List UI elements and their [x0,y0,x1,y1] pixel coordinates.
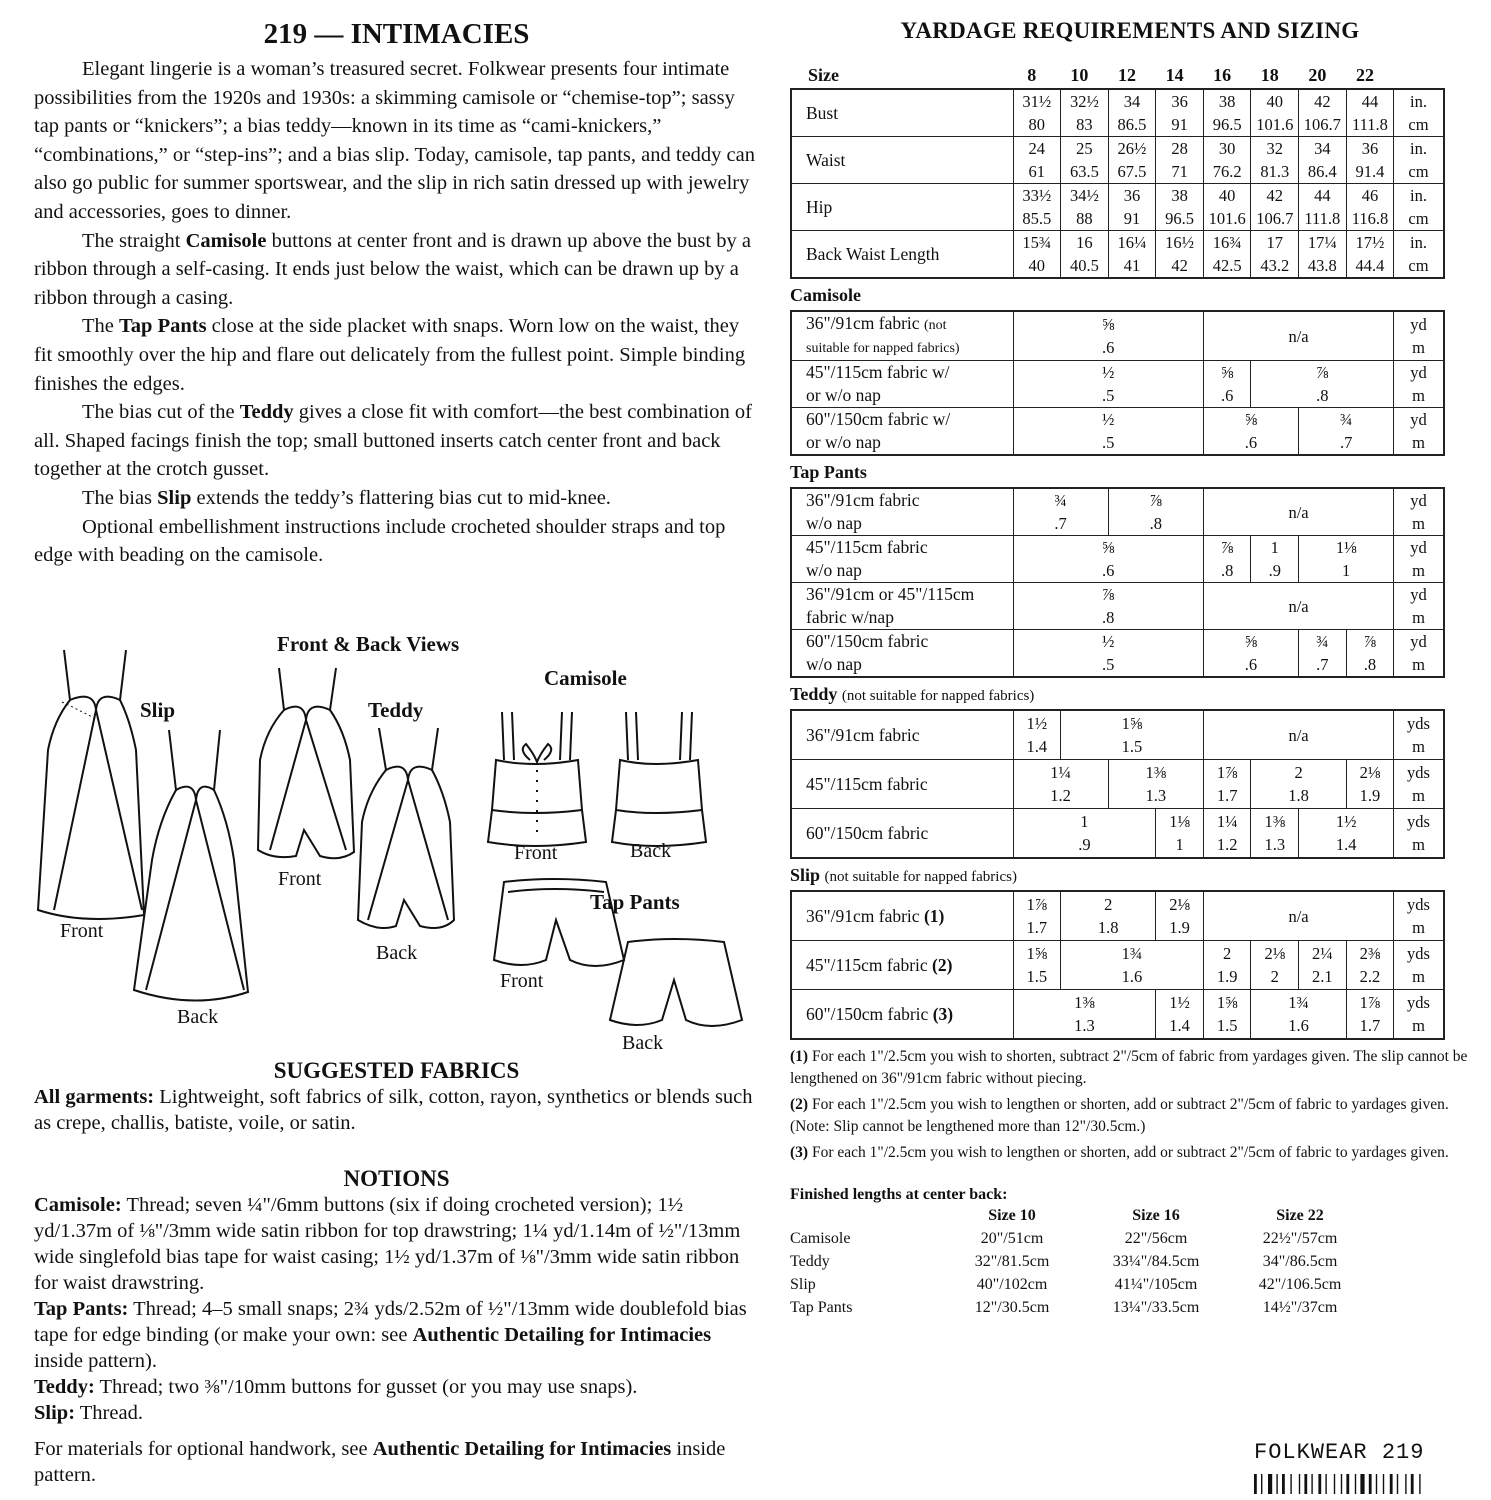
yardage-unit: yds m [1394,710,1444,760]
measurement-cm: 81.3 [1251,160,1299,184]
left-column [34,18,759,1486]
teddy-front-drawing [258,668,354,858]
camisole-label: Camisole [544,666,627,690]
notions-handwork: For materials for optional handwork, see Authentic Detailing for Intimacies inside pattern. [34,1438,726,1486]
yardage-row-label: 45"/115cm fabric (2) [791,941,1013,990]
measurement-in: 44 [1346,89,1394,113]
measurement-cm: 88 [1061,207,1109,231]
unit-cm: cm [1394,113,1444,137]
yardage-row [791,809,1444,859]
measurement-cm: 96.5 [1203,113,1251,137]
measurement-in: 28 [1156,137,1204,161]
measurement-cm: 86.4 [1299,160,1347,184]
yardage-unit: yd m [1394,361,1444,408]
yardage-sections [790,285,1470,1040]
yardage-row [791,488,1444,536]
finished-garment: Tap Pants [790,1299,853,1316]
slip-paragraph: The bias Slip extends the teddy’s flattering bias cut to mid-knee. [82,486,611,509]
footnote-2: (2) For each 1"/2.5cm you wish to lengthen or shorten, add or subtract 2"/5cm of fabric to yardages given. (Note: Slip cannot be lengthened more than 12"/30.5cm.) [790,1096,1449,1135]
yardage-value: ½ .5 [1013,361,1203,408]
yardage-value: ⅞ .8 [1108,488,1203,536]
measurement-cm: 111.8 [1346,113,1394,137]
measurement-row [791,184,1444,208]
finished-row [790,1273,1470,1296]
slip-back-label: Back [177,1006,219,1028]
yardage-value: n/a [1203,488,1393,536]
finished-value: 22½"/57cm [1262,1230,1338,1247]
measurement-cm: 111.8 [1299,207,1347,231]
slip-front-drawing [38,650,144,919]
teddy-back-label: Back [376,942,418,964]
measurement-in: 34½ [1061,184,1109,208]
footnote-1: (1) For each 1"/2.5cm you wish to shorten, subtract 2"/5cm of fabric from yardages given. The slip cannot be lengthened on 36"/91cm fabric without piecing. [790,1048,1468,1087]
size-col-header: 22 [1355,64,1374,85]
footnote-3: (3) For each 1"/2.5cm you wish to lengthen or shorten, add or subtract 2"/5cm of fabric to yardages given. [790,1144,1449,1161]
intro-paragraph: Elegant lingerie is a woman’s treasured secret. Folkwear presents four intimate possibilities from the 1920s and 1930s: a skimming camisole or “chemise-top”; sassy tap pants or “knickers”; a bias teddy—known in its time as “cami-knickers,” “combinations,” or “step-ins”; and a bias slip. Today, camisole, tap pants, and teddy can also go public for summer sportswear, and the slip in rich satin dressed up with jewelry and accessories, goes to dinner. [34,58,755,223]
measurement-in: 16¾ [1203,231,1251,255]
yardage-value: ⅞ .8 [1251,361,1394,408]
teddy-note: (not suitable for napped fabrics) [841,688,1035,704]
measurement-in: 17½ [1346,231,1394,255]
measurement-label: Hip [791,184,1013,231]
yardage-row [791,311,1444,361]
size-label: Size [808,64,839,85]
notions-teddy: Teddy: Thread; two ⅜"/10mm buttons for gusset (or you may use snaps). [34,1376,638,1398]
measurement-row [791,89,1444,113]
measurement-in: 46 [1346,184,1394,208]
measurement-in: 42 [1251,184,1299,208]
finished-garment: Slip [790,1276,816,1293]
yardage-unit: yd m [1394,583,1444,630]
camisole-yardage-table [790,310,1445,456]
finished-row [790,1250,1470,1273]
tap-pants-paragraph: The Tap Pants close at the side placket with snaps. Worn low on the waist, they fit smoothly over the hip and flare out delicately from the fullest point. Simple binding finishes the edges. [34,315,746,395]
measurement-cm: 43.8 [1299,254,1347,278]
yardage-row-label: 60"/150cm fabric w/o nap [791,630,1013,678]
yardage-row [791,710,1444,760]
finished-col-header: Size 22 [1276,1207,1324,1224]
yardage-unit: yd m [1394,536,1444,583]
notions-camisole: Camisole: Thread; seven ¼"/6mm buttons (six if doing crocheted version); 1½ yd/1.37m of ⅛"/3mm wide satin ribbon for top drawstring; 1¼ yd/1.14m of ½"/13mm wide singlefold bias tape for waist casing; 1½ yd/1.37m of ⅛"/3mm wide satin ribbon for waist drawstring. [34,1194,741,1294]
tap-pants-front-label: Front [500,970,544,992]
yardage-row [791,630,1444,678]
notions [34,1166,759,1488]
measurement-row [791,231,1444,255]
measurement-in: 15¾ [1013,231,1061,255]
yardage-row-label: 60"/150cm fabric (3) [791,990,1013,1040]
finished-value: 40"/102cm [976,1276,1048,1293]
intro-text [34,55,759,570]
measurement-cm: 101.6 [1203,207,1251,231]
views-heading: Front & Back Views [277,632,460,656]
measurement-cm: 96.5 [1156,207,1204,231]
finished-value: 33¼"/84.5cm [1112,1253,1200,1270]
yardage-row [791,990,1444,1040]
measurement-cm: 80 [1013,113,1061,137]
camisole-back-label: Back [630,840,672,862]
yardage-unit: yd m [1394,630,1444,678]
finished-value: 22"/56cm [1124,1230,1188,1247]
measurement-cm: 116.8 [1346,207,1394,231]
unit-cm: cm [1394,207,1444,231]
yardage-value: 2 1.8 [1251,760,1346,809]
yardage-row-label: 60"/150cm fabric w/ or w/o nap [791,408,1013,456]
yardage-unit: yd m [1394,408,1444,456]
camisole-front-drawing [488,712,586,846]
measurement-cm: 106.7 [1251,207,1299,231]
measurement-in: 26½ [1108,137,1156,161]
unit-cm: cm [1394,254,1444,278]
suggested-fabrics [34,1058,759,1136]
measurement-cm: 67.5 [1108,160,1156,184]
measurement-cm: 91.4 [1346,160,1394,184]
finished-col-header: Size 10 [988,1207,1036,1224]
measurement-in: 24 [1013,137,1061,161]
page-title: 219 — INTIMACIES [263,18,530,50]
measurement-in: 33½ [1013,184,1061,208]
finished-garment: Teddy [790,1253,830,1270]
finished-lengths [790,1186,1470,1319]
yardage-value: ½ .5 [1013,630,1203,678]
unit-in: in. [1394,231,1444,255]
measurement-cm: 42 [1156,254,1204,278]
measurement-cm: 44.4 [1346,254,1394,278]
teddy-paragraph: The bias cut of the Teddy gives a close fit with comfort—the best combination of all. Shaped facings finish the top; small buttoned inserts catch center front and back together at the crotch gusset. [34,401,752,481]
unit-cm: cm [1394,160,1444,184]
yardage-row-label: 45"/115cm fabric [791,760,1013,809]
tap-pants-yardage-table [790,487,1445,678]
notions-heading: NOTIONS [343,1166,450,1191]
yardage-value: 2⅛ 1.9 [1156,891,1204,941]
size-col-header: 20 [1308,64,1327,85]
yardage-value: ⅝ .6 [1013,311,1203,361]
yardage-value: ⅞ .8 [1346,630,1394,678]
finished-title: Finished lengths at center back: [790,1186,1008,1203]
yardage-value: 2⅜ 2.2 [1346,941,1394,990]
finished-value: 32"/81.5cm [974,1253,1050,1270]
measurement-in: 31½ [1013,89,1061,113]
yardage-value: ⅝ .6 [1013,536,1203,583]
size-col-header: 18 [1260,64,1279,85]
tap-pants-section-title: Tap Pants [790,462,867,482]
measurement-cm: 101.6 [1251,113,1299,137]
yardage-value: 1¼ 1.2 [1203,809,1251,859]
yardage-value: n/a [1203,311,1393,361]
yardage-value: 1¾ 1.6 [1251,990,1346,1040]
unit-in: in. [1394,137,1444,161]
yardage-value: 1⅝ 1.5 [1013,941,1061,990]
teddy-yardage-table [790,709,1445,859]
measurement-cm: 83 [1061,113,1109,137]
barcode-icon [1254,1474,1446,1494]
yardage-unit: yds m [1394,941,1444,990]
yardage-row [791,941,1444,990]
finished-value: 12"/30.5cm [974,1299,1050,1316]
measurement-cm: 40.5 [1061,254,1109,278]
yardage-value: 1⅞ 1.7 [1203,760,1251,809]
yardage-unit: yds m [1394,891,1444,941]
yardage-value: 1⅛ 1 [1156,809,1204,859]
finished-value: 20"/51cm [980,1230,1044,1247]
yardage-row [791,583,1444,630]
teddy-back-drawing [358,728,454,928]
measurement-cm: 41 [1108,254,1156,278]
yardage-value: ⅝ .6 [1203,630,1298,678]
measurement-cm: 91 [1108,207,1156,231]
measurement-label: Back Waist Length [791,231,1013,279]
size-col-header: 12 [1117,64,1136,85]
yardage-value: 2⅛ 1.9 [1346,760,1394,809]
notions-tap-pants: Tap Pants: Thread; 4–5 small snaps; 2¾ yds/2.52m of ½"/13mm wide doublefold bias tape for edge binding (or make your own: see Authentic Detailing for Intimacies inside pattern). [34,1298,747,1372]
right-column [790,18,1470,1319]
finished-value: 14½"/37cm [1262,1299,1338,1316]
yardage-value: ⅞ .8 [1013,583,1203,630]
yardage-value: 1⅞ 1.7 [1346,990,1394,1040]
measurement-in: 40 [1251,89,1299,113]
measurement-in: 34 [1108,89,1156,113]
yardage-row [791,536,1444,583]
measurement-in: 36 [1108,184,1156,208]
yardage-value: 1⅜ 1.3 [1251,809,1299,859]
yardage-value: 1⅞ 1.7 [1013,891,1061,941]
yardage-value: n/a [1203,583,1393,630]
camisole-section-title: Camisole [790,285,861,305]
yardage-value: ¾ .7 [1299,630,1347,678]
yardage-row-label: 45"/115cm fabric w/ or w/o nap [791,361,1013,408]
tap-pants-label: Tap Pants [590,890,680,914]
slip-yardage-table [790,890,1445,1040]
yardage-value: 1¼ 1.2 [1013,760,1108,809]
measurement-in: 17¼ [1299,231,1347,255]
size-col-header: 10 [1070,64,1089,85]
yardage-value: ¾ .7 [1299,408,1394,456]
yardage-row-label: 36"/91cm or 45"/115cm fabric w/nap [791,583,1013,630]
measurement-in: 44 [1299,184,1347,208]
measurement-in: 32 [1251,137,1299,161]
yardage-value: 1⅝ 1.5 [1061,710,1204,760]
measurement-cm: 86.5 [1108,113,1156,137]
slip-front-label: Front [60,920,104,942]
yardage-value: 1 .9 [1013,809,1156,859]
camisole-paragraph: The straight Camisole buttons at center front and is drawn up above the bust by a ribbon through a self-casing. It ends just below the waist, which can be drawn up by a ribbon through a casing. [34,229,751,309]
brand-code: FOLKWEAR 219 [1254,1440,1425,1465]
front-back-views [34,620,759,1060]
yardage-row-label: 36"/91cm fabric [791,710,1013,760]
slip-section-title: Slip (not suitable for napped fabrics) [790,865,1017,885]
yardage-row-label: 45"/115cm fabric w/o nap [791,536,1013,583]
yardage-row-label: 36"/91cm fabric (not suitable for napped fabrics) [791,311,1013,361]
measurement-cm: 61 [1013,160,1061,184]
measurement-cm: 76.2 [1203,160,1251,184]
size-col-header: 16 [1213,64,1232,85]
measurement-in: 34 [1299,137,1347,161]
yardage-row [791,361,1444,408]
measurement-in: 36 [1156,89,1204,113]
yardage-row-label: 36"/91cm fabric w/o nap [791,488,1013,536]
yardage-value: 1 .9 [1251,536,1299,583]
yardage-value: 2 1.9 [1203,941,1251,990]
yardage-value: 1⅛ 1 [1299,536,1394,583]
camisole-front-label: Front [514,842,558,864]
yardage-value: ½ .5 [1013,408,1203,456]
footnotes [790,1046,1470,1164]
embellishment-paragraph: Optional embellishment instructions include crocheted shoulder straps and top edge with beading on the camisole. [34,515,726,567]
yardage-unit: yd m [1394,488,1444,536]
measurement-cm: 63.5 [1061,160,1109,184]
yardage-row-label: 60"/150cm fabric [791,809,1013,859]
measurement-in: 25 [1061,137,1109,161]
slip-back-drawing [134,730,248,1001]
fabrics-text: All garments: Lightweight, soft fabrics of silk, cotton, rayon, synthetics or blends such as crepe, challis, batiste, voile, or satin. [34,1086,753,1134]
yardage-unit: yds m [1394,760,1444,809]
finished-garment: Camisole [790,1230,851,1247]
teddy-front-label: Front [278,868,322,890]
finished-value: 42"/106.5cm [1258,1276,1342,1293]
yardage-row [791,760,1444,809]
camisole-back-drawing [612,712,706,846]
measurement-in: 42 [1299,89,1347,113]
yardage-unit: yd m [1394,311,1444,361]
measurements-table [790,88,1445,279]
measurement-cm: 106.7 [1299,113,1347,137]
finished-row [790,1227,1470,1250]
measurement-row [791,137,1444,161]
fabrics-heading: SUGGESTED FABRICS [273,1058,520,1083]
measurement-cm: 85.5 [1013,207,1061,231]
measurement-label: Waist [791,137,1013,184]
size-header [790,62,1470,88]
yardage-value: 1½ 1.4 [1299,809,1394,859]
yardage-value: ¾ .7 [1013,488,1108,536]
measurement-cm: 91 [1156,113,1204,137]
measurement-in: 16½ [1156,231,1204,255]
yardage-unit: yds m [1394,809,1444,859]
measurement-in: 32½ [1061,89,1109,113]
measurement-in: 38 [1156,184,1204,208]
size-col-header: 8 [1027,64,1037,85]
yardage-value: n/a [1203,891,1393,941]
yardage-value: 1¾ 1.6 [1061,941,1204,990]
yardage-row [791,891,1444,941]
finished-row [790,1296,1470,1319]
yardage-value: 1⅜ 1.3 [1013,990,1156,1040]
yardage-value: n/a [1203,710,1393,760]
teddy-section-title: Teddy (not suitable for napped fabrics) [790,684,1035,704]
finished-value: 41¼"/105cm [1114,1276,1198,1293]
measurement-cm: 40 [1013,254,1061,278]
measurement-in: 36 [1346,137,1394,161]
finished-value: 34"/86.5cm [1262,1253,1338,1270]
finished-value: 13¼"/33.5cm [1112,1299,1200,1316]
unit-in: in. [1394,184,1444,208]
yardage-value: 1½ 1.4 [1156,990,1204,1040]
yardage-value: 2¼ 2.1 [1299,941,1347,990]
yardage-row-label: 36"/91cm fabric (1) [791,891,1013,941]
teddy-label: Teddy [368,698,424,722]
yardage-value: ⅝ .6 [1203,408,1298,456]
tap-pants-back-label: Back [622,1032,664,1054]
size-col-header: 14 [1165,64,1184,85]
measurement-in: 40 [1203,184,1251,208]
measurement-in: 38 [1203,89,1251,113]
measurement-cm: 42.5 [1203,254,1251,278]
tap-pants-back-drawing [610,939,742,1026]
unit-in: in. [1394,89,1444,113]
measurement-in: 16 [1061,231,1109,255]
yardage-title: YARDAGE REQUIREMENTS AND SIZING [900,18,1360,43]
slip-note: (not suitable for napped fabrics) [824,869,1017,885]
yardage-value: 1½ 1.4 [1013,710,1061,760]
yardage-row [791,408,1444,456]
notions-slip: Slip: Thread. [34,1402,143,1424]
yardage-unit: yds m [1394,990,1444,1040]
measurement-in: 30 [1203,137,1251,161]
measurement-cm: 71 [1156,160,1204,184]
yardage-value: 2 1.8 [1061,891,1156,941]
yardage-value: 1⅝ 1.5 [1203,990,1251,1040]
yardage-value: 2⅛ 2 [1251,941,1299,990]
yardage-value: ⅞ .8 [1203,536,1251,583]
measurement-label: Bust [791,89,1013,137]
measurement-in: 16¼ [1108,231,1156,255]
finished-header [790,1204,1470,1227]
finished-col-header: Size 16 [1132,1207,1180,1224]
slip-label: Slip [140,698,176,722]
yardage-value: ⅝ .6 [1203,361,1251,408]
measurement-in: 17 [1251,231,1299,255]
yardage-value: 1⅜ 1.3 [1108,760,1203,809]
measurement-cm: 43.2 [1251,254,1299,278]
